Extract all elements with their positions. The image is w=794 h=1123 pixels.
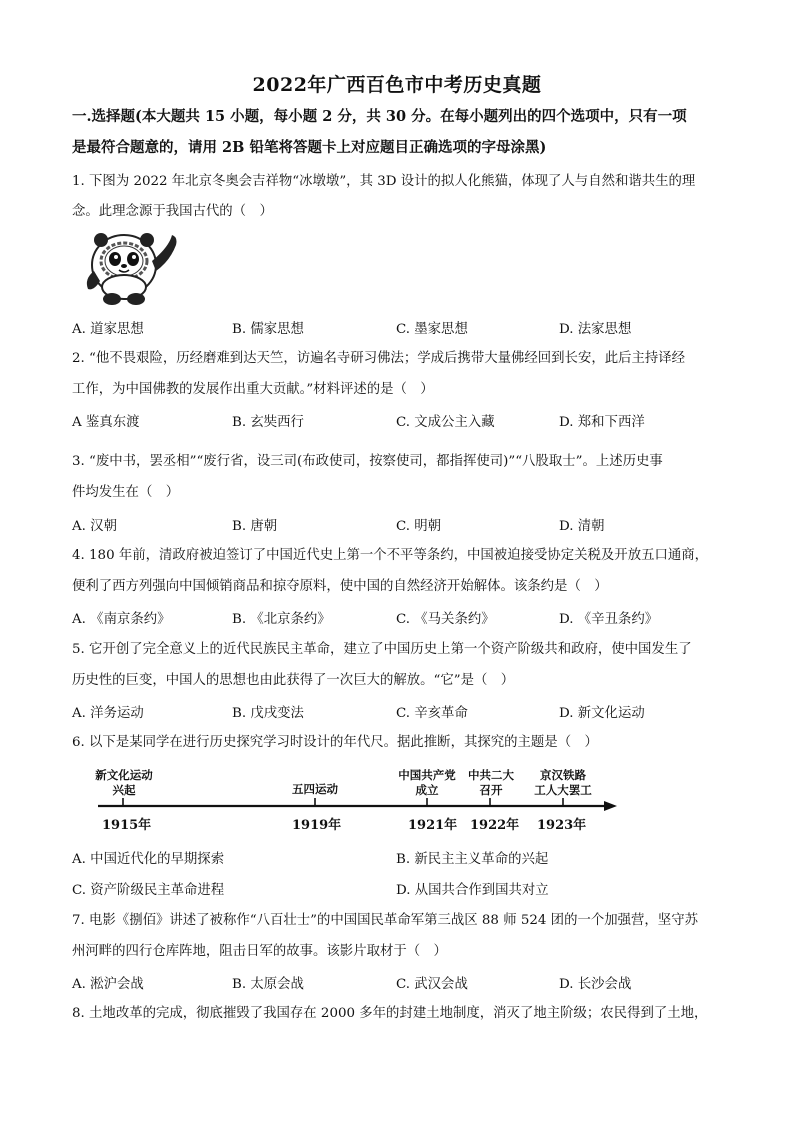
question-1-option-a[interactable]: A. 道家思想 <box>72 322 144 337</box>
question-3-option-d[interactable]: D. 清朝 <box>559 519 605 534</box>
question-4-option-d[interactable]: D. 《辛丑条约》 <box>559 612 659 627</box>
question-2-line-1: 2. “他不畏艰险，历经磨难到达天竺，访遍名寺研习佛法；学成后携带大量佛经回到长安，此后主持译经 <box>72 351 686 366</box>
question-5-options <box>72 702 732 722</box>
question-3-option-c[interactable]: C. 明朝 <box>396 519 442 534</box>
question-6-option-c[interactable]: C. 资产阶级民主革命进程 <box>72 883 225 898</box>
question-4-option-c[interactable]: C. 《马关条约》 <box>396 612 495 627</box>
question-4-option-b[interactable]: B. 《北京条约》 <box>232 612 331 627</box>
question-7-line-1: 7. 电影《捌佰》讲述了被称作“八百壮士”的中国国民革命军第三战区 88 师 524 团的一个加强营，坚守苏 <box>72 913 698 928</box>
question-5-line-1: 5. 它开创了完全意义上的近代民族民主革命，建立了中国历史上第一个资产阶级共和政府，使中国发生了 <box>72 642 692 657</box>
timeline-event-1: 新文化运动 兴起 <box>95 768 153 797</box>
question-6-options-row-1 <box>72 848 732 868</box>
timeline-year-1915: 1915年 <box>102 818 152 833</box>
timeline-year-1922: 1922年 <box>470 818 520 833</box>
bing-dwen-dwen-mascot-image <box>74 231 184 306</box>
section-heading-line-2: 是最符合题意的，请用 2B 铅笔将答题卡上对应题目正确选项的字母涂黑) <box>72 139 547 156</box>
question-3-line-2: 件均发生在（ ） <box>72 485 180 500</box>
timeline-event-5: 京汉铁路 工人大罢工 <box>534 768 592 797</box>
question-1-option-d[interactable]: D. 法家思想 <box>559 322 632 337</box>
question-5-line-2: 历史性的巨变，中国人的思想也由此获得了一次巨大的解放。“它”是（ ） <box>72 673 515 688</box>
question-6-option-b[interactable]: B. 新民主主义革命的兴起 <box>396 852 549 867</box>
question-3-option-b[interactable]: B. 唐朝 <box>232 519 278 534</box>
question-7-option-d[interactable]: D. 长沙会战 <box>559 977 632 992</box>
timeline-year-1921: 1921年 <box>408 818 458 833</box>
question-7-line-2: 州河畔的四行仓库阵地，阻击日军的故事。该影片取材于（ ） <box>72 944 447 959</box>
section-heading-line-1: 一.选择题(本大题共 15 小题，每小题 2 分，共 30 分。在每小题列出的四个选项中，只有一项 <box>72 108 687 125</box>
question-1-option-b[interactable]: B. 儒家思想 <box>232 322 304 337</box>
timeline-ruler <box>72 764 620 836</box>
question-1-line-2: 念。此理念源于我国古代的（ ） <box>72 204 273 219</box>
question-5-option-c[interactable]: C. 辛亥革命 <box>396 706 468 721</box>
question-7-options <box>72 973 732 993</box>
question-6-option-a[interactable]: A. 中国近代化的早期探索 <box>72 852 225 867</box>
question-7-option-c[interactable]: C. 武汉会战 <box>396 977 468 992</box>
timeline-year-1923: 1923年 <box>537 818 587 833</box>
question-6-option-d[interactable]: D. 从国共合作到国共对立 <box>396 883 549 898</box>
question-3-options <box>72 515 732 535</box>
question-1-options <box>72 318 732 338</box>
question-6-options-row-2 <box>72 879 732 899</box>
question-2-option-b[interactable]: B. 玄奘西行 <box>232 415 304 430</box>
question-6-line-1: 6. 以下是某同学在进行历史探究学习时设计的年代尺。据此推断，其探究的主题是（ ） <box>72 735 598 750</box>
question-1-line-1: 1. 下图为 2022 年北京冬奥会吉祥物“冰墩墩”，其 3D 设计的拟人化熊猫，体现了人与自然和谐共生的理 <box>72 174 696 189</box>
question-4-line-2: 便利了西方列强向中国倾销商品和掠夺原料，使中国的自然经济开始解体。该条约是（ ） <box>72 579 608 594</box>
question-7-option-a[interactable]: A. 淞沪会战 <box>72 977 144 992</box>
question-4-option-a[interactable]: A. 《南京条约》 <box>72 612 171 627</box>
question-2-options <box>72 411 732 431</box>
question-3-line-1: 3. “废中书，罢丞相”“废行省，设三司(布政使司，按察使司，都指挥使司)”“八股取士”。上述历史事 <box>72 454 663 469</box>
timeline-event-4: 中共二大 召开 <box>468 768 514 797</box>
question-2-option-d[interactable]: D. 郑和下西洋 <box>559 415 645 430</box>
question-3-option-a[interactable]: A. 汉朝 <box>72 519 117 534</box>
question-5-option-b[interactable]: B. 戊戌变法 <box>232 706 304 721</box>
question-1-option-c[interactable]: C. 墨家思想 <box>396 322 468 337</box>
question-4-options <box>72 608 732 628</box>
question-2-option-a[interactable]: A 鉴真东渡 <box>72 415 140 430</box>
question-2-option-c[interactable]: C. 文成公主入藏 <box>396 415 495 430</box>
page-title: 2022年广西百色市中考历史真题 <box>252 74 542 96</box>
question-2-line-2: 工作，为中国佛教的发展作出重大贡献。”材料评述的是（ ） <box>72 382 434 397</box>
question-8-line-1: 8. 土地改革的完成，彻底摧毁了我国存在 2000 多年的封建土地制度，消灭了地主阶级；农民得到了土地， <box>72 1006 708 1021</box>
timeline-event-3: 中国共产党 成立 <box>398 768 456 797</box>
question-4-line-1: 4. 180 年前，清政府被迫签订了中国近代史上第一个不平等条约，中国被迫接受协定关税及开放五口通商， <box>72 548 709 563</box>
question-5-option-d[interactable]: D. 新文化运动 <box>559 706 645 721</box>
question-5-option-a[interactable]: A. 洋务运动 <box>72 706 144 721</box>
question-7-option-b[interactable]: B. 太原会战 <box>232 977 304 992</box>
timeline-event-2: 五四运动 <box>292 782 338 796</box>
timeline-year-1919: 1919年 <box>292 818 342 833</box>
